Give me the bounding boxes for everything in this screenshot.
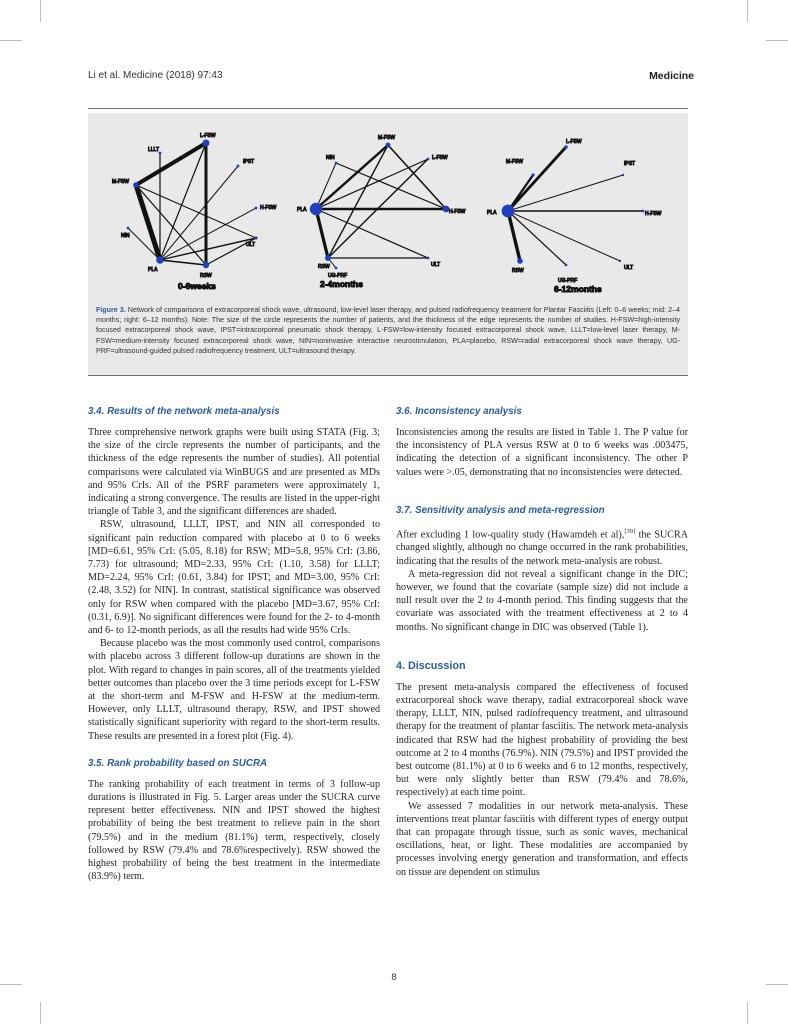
node-label: NIN — [326, 155, 335, 161]
node-nin — [335, 162, 338, 165]
edge — [316, 163, 336, 209]
node-label: RSW — [512, 268, 524, 274]
node-label: LLLT — [148, 147, 160, 153]
crop-mark — [0, 984, 22, 985]
node-label: M-FSW — [378, 135, 395, 141]
node-label: M-FSW — [506, 159, 523, 165]
edge — [508, 211, 566, 265]
node-label: ULT — [246, 242, 256, 248]
node-label: PLA — [297, 207, 307, 213]
node-ipst — [622, 174, 624, 176]
edge — [328, 145, 388, 258]
paragraph: We assessed 7 modalities in our network meta-analysis. These interventions treat plantar fasciitis with different types of energy output that can propagate through tissue, such as sonic waves, mechanical oscillations, heat, or light. These modalities are accompanied by processes involving energy generation and transformation, and effects on tissue are dependent on stimulus — [396, 800, 688, 878]
network-graph-2-4months — [297, 135, 466, 289]
crop-mark — [40, 1002, 41, 1024]
node-label: H-FSW — [260, 205, 277, 211]
node-label: RSW — [318, 264, 330, 270]
paragraph-text: After excluding 1 low-quality study (Hawamdeh et al), — [396, 529, 625, 541]
graph-title: 6-12months — [554, 284, 602, 294]
node-lfsw — [427, 158, 430, 161]
figure-3 — [88, 113, 688, 375]
node-label: L-FSW — [432, 155, 448, 161]
journal-name: Medicine — [649, 70, 694, 82]
node-label: UG-PRF — [558, 278, 578, 284]
crop-mark — [766, 984, 788, 985]
edge — [508, 211, 620, 261]
crop-mark — [747, 1002, 748, 1024]
page-number: 8 — [391, 972, 397, 983]
paragraph: Three comprehensive network graphs were built using STATA (Fig. 3; the size of the circle represents the number of participants, and the thickness of the edge represents the number of studies). All potential comparisons were calculated via WinBUGS and are presented as MDs and 95% CrIs. All of the PSRF parameters were approximately 1, indicating a strong convergence. The results are listed in the upper-right triangle of Table 3, and the significant differences are shaded. — [88, 427, 380, 518]
paragraph: The present meta-analysis compared the effectiveness of focused extracorporeal shock wave therapy, radial extracorporeal shock wave therapy, LLLT, NIN, pulsed radiofrequency treatment, and ultrasound therapy for the treatment of plantar fasciitis. The network meta-analysis indicated that RSW had the highest probability of providing the best outcome at 2 to 4 months (76.9%). NIN (79.5%) and IPST provided the best outcome (81.1%) at 0 to 6 weeks and 6 to 12 months, respectively, but were only slightly better than RSW (79.4% and 78.6%, respectively) at each time point. — [396, 681, 688, 799]
node-hfsw — [255, 207, 258, 210]
network-graphs — [88, 113, 688, 305]
node-label: ULT — [624, 265, 634, 271]
citation-ref[interactable]: [39] — [624, 527, 636, 535]
edge — [136, 143, 206, 185]
node-label: IPST — [624, 161, 636, 167]
node-label: L-FSW — [566, 139, 582, 145]
graph-title: 2-4months — [320, 279, 363, 289]
paragraph: RSW, ultrasound, LLLT, IPST, and NIN all corresponded to significant pain reduction compared with placebo at 0 to 6 weeks [MD=6.61, 95% CrI: (5.05, 8.18) for RSW; MD=5.8, 95% CrI: (3.86, 7.73) for ultrasound; MD=2.33, 95% CrI: (1.10, 3.58) for LLLT; MD=2.24, 95% CrI: (0.61, 3.84) for IPST; and MD=3.00, 95% CrI: (2.48, 3.52) for NIN]. In contrast, statistical significance was observed only for RSW when compared with the placebo [MD=3.67, 95% CrI: (0.31, 6.9)]. No significant differences were found for the 2- to 4-month and 6- to 12-month periods, as all the results had wide 95% CrIs. — [88, 519, 380, 637]
node-label: PLA — [148, 267, 158, 273]
edge — [160, 260, 206, 265]
node-ugprf — [565, 264, 568, 267]
figure-rule — [88, 375, 688, 376]
node-rsw — [325, 255, 331, 261]
graph-title: 0-6weeks — [178, 281, 216, 291]
edge — [160, 238, 256, 260]
node-label: NIN — [121, 233, 130, 239]
edge — [136, 185, 256, 238]
node-lfsw — [203, 140, 210, 147]
node-mfsw — [133, 182, 139, 188]
section-heading-3-7: 3.7. Sensitivity analysis and meta-regression — [396, 504, 605, 516]
edge — [160, 166, 238, 260]
paragraph: Because placebo was the most commonly used control, comparisons with placebo across 3 different follow-up durations are shown in the plot. With regard to changes in pain scores, all of the treatments yielded better outcomes than placebo over the 3 time periods except for L-FSW at the short-term and M-FSW and H-FSW at the medium-term. However, only LLLT, ultrasound therapy, RSW, and IPST showed statistically significant superiority with regard to the short-term results. These results are presented in a forest plot (Fig. 4). — [88, 638, 380, 742]
node-label: L-FSW — [200, 133, 216, 139]
node-rsw — [517, 258, 523, 264]
paragraph-text: the SUCRA changed slightly, although no change occurred in the rank probabilities, indicating that the results of the network meta-analysis are robust. — [396, 529, 688, 567]
node-label: UG-PRF — [328, 273, 348, 279]
figure-caption — [96, 305, 680, 356]
edge — [160, 208, 256, 260]
node-rsw — [203, 262, 209, 268]
caption-label: Figure 3. — [96, 306, 126, 314]
node-hfsw — [642, 210, 645, 213]
section-heading-4: 4. Discussion — [396, 659, 466, 672]
crop-mark — [40, 0, 41, 22]
node-mfsw — [386, 143, 391, 148]
paragraph: A meta-regression did not reveal a significant change in the DIC; however, we found that the covariate (sample size) did not include a null result over the 2 to 4-month period. This finding suggests that the covariate was associated with the treatment effectiveness at 2 to 4 months. No significant change in DIC was observed (Table 1). — [396, 568, 688, 633]
edge — [508, 211, 520, 261]
node-label: ULT — [431, 262, 441, 268]
edge — [336, 163, 446, 209]
node-ult — [427, 257, 430, 260]
section-heading-3-4: 3.4. Results of the network meta-analysis — [88, 406, 280, 417]
paragraph: The ranking probability of each treatment in terms of 3 follow-up durations is illustrated in Fig. 5. Larger areas under the SUCRA curve represent better effectiveness. NIN and IPST showed the highest probability of being the best treatment to relieve pain in the short (79.5%) and in the medium (81.1%) term, respectively, closely followed by RSW (79.4% and 78.6%respectively). RSW showed the highest probability of being the best treatment in the intermediate (83.9%) term. — [88, 778, 380, 883]
right-column — [396, 406, 688, 879]
node-label: M-FSW — [112, 179, 129, 185]
node-label: H-FSW — [449, 209, 466, 215]
crop-mark — [0, 40, 22, 41]
node-label: IPST — [243, 159, 255, 165]
edge — [160, 143, 206, 260]
edge — [316, 159, 428, 209]
node-ult — [254, 236, 257, 239]
paragraph: Inconsistencies among the results are listed in Table 1. The P value for the inconsistency of PLA versus RSW at 0 to 6 weeks was .003475, indicating the detection of a significant inconsistency. The other P values were >.05, demonstrating that no inconsistencies were detected. — [396, 427, 688, 478]
edge — [508, 175, 533, 211]
network-graph-0-6weeks — [112, 133, 277, 291]
node-pla — [502, 205, 515, 218]
crop-mark — [766, 40, 788, 41]
node-label: H-FSW — [645, 211, 662, 217]
node-ult — [619, 260, 621, 262]
node-mfsw — [531, 173, 534, 176]
paragraph — [396, 525, 688, 568]
caption-text: Network of comparisons of extracorporeal shock wave, ultrasound, low-level laser therapy, and pulsed radiofrequency treatment for Plantar Fasciitis (Left: 0–6 weeks; mid: 2–4 months; right: 6–12 months). Note: The size of the circle represents the number of patients, and the thickness of the edge represents the number of studies. H-FSW=high-intensity focused extracorporeal shock wave, IPST=intracorporeal pneumatic shock therapy, L-FSW=low-intensity focused extracorporeal shock wave, LLLT=low-level laser therapy, M-FSW=medium-intensity focused extracorporeal shock wave, NIN=noninvasive interactive neurostimulation, PLA=placebo, RSW=radial extracorporeal shock wave therapy, UG-PRF=ultrasound-guided pulsed radiofrequency treatment, ULT=ultrasound therapy. — [96, 306, 680, 355]
edge — [136, 185, 160, 260]
edge — [316, 209, 328, 258]
network-graph-6-12months — [487, 139, 662, 294]
node-ipst — [237, 165, 240, 168]
running-header: Li et al. Medicine (2018) 97:43 — [88, 70, 223, 81]
header-rule — [88, 108, 688, 109]
node-label: RSW — [200, 273, 212, 279]
edge — [316, 209, 428, 258]
node-pla — [310, 203, 322, 215]
crop-mark — [747, 0, 748, 22]
node-label: PLA — [487, 210, 497, 216]
node-lfsw — [564, 145, 568, 149]
section-heading-3-5: 3.5. Rank probability based on SUCRA — [88, 757, 268, 769]
left-column — [88, 406, 380, 884]
node-ugprf — [335, 267, 338, 270]
node-pla — [156, 256, 164, 264]
node-nin — [127, 227, 130, 230]
section-heading-3-6: 3.6. Inconsistency analysis — [396, 406, 522, 417]
